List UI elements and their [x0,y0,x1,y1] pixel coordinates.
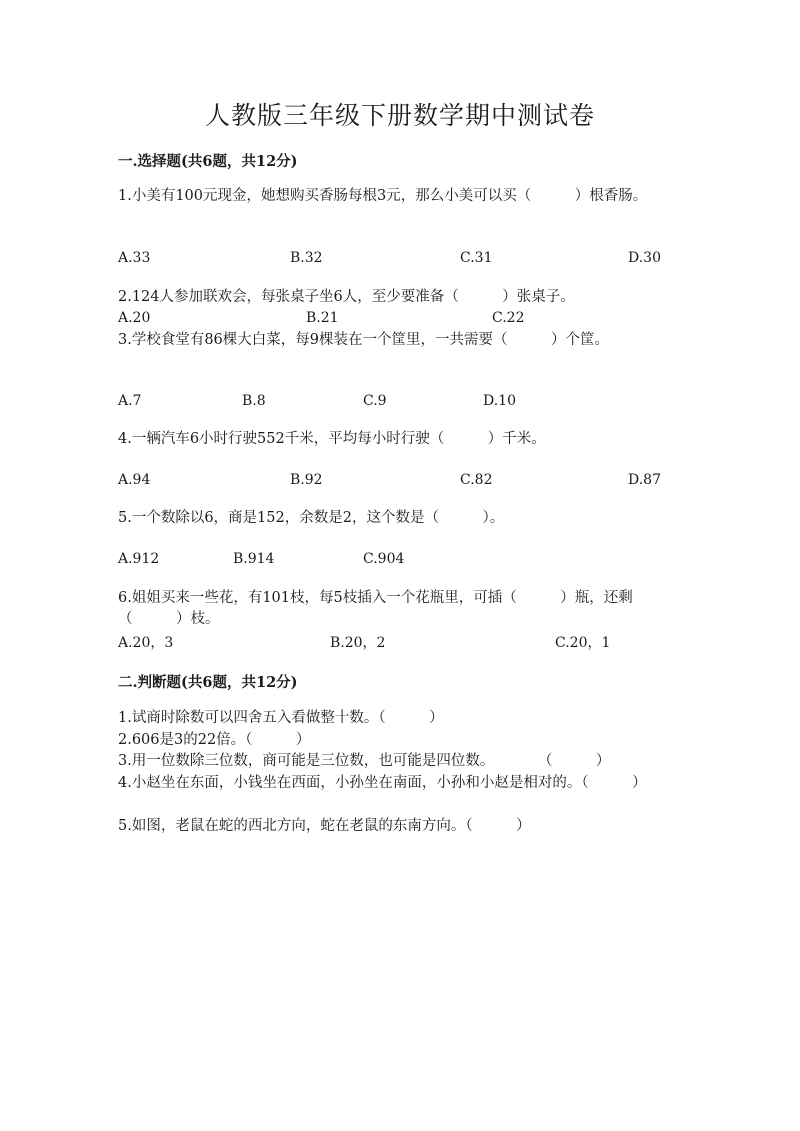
page-title: 人教版三年级下册数学期中测试卷 [204,101,595,130]
option-a[interactable]: A.912 [118,551,160,567]
option-c[interactable]: C.22 [492,310,525,326]
options-row-6 [118,632,683,652]
option-d[interactable]: D.10 [483,393,516,409]
option-d[interactable]: D.30 [628,250,661,266]
options-row-5 [118,551,683,571]
option-b[interactable]: B.32 [290,250,323,266]
option-b[interactable]: B.92 [290,472,323,488]
question-4: 4.一辆汽车6小时行驶552千米，平均每小时行驶（ ）千米。 [118,431,546,447]
section-heading-choice: 一.选择题(共6题，共12分) [118,153,298,170]
option-a[interactable]: A.33 [118,250,151,266]
option-c[interactable]: C.20，1 [555,635,611,651]
option-c[interactable]: C.9 [363,393,387,409]
option-b[interactable]: B.8 [242,393,266,409]
question-1: 1.小美有100元现金，她想购买香肠每根3元，那么小美可以买（ ）根香肠。 [118,188,648,204]
judgement-1: 1.试商时除数可以四舍五入看做整十数。（ ） [118,710,444,726]
options-row-1 [118,250,683,270]
judgement-3: 3.用一位数除三位数，商可能是三位数，也可能是四位数。 （ ） [118,753,611,769]
question-3: 3.学校食堂有86棵大白菜，每9棵装在一个筐里，一共需要（ ）个筐。 [118,332,610,348]
judgement-5: 5.如图，老鼠在蛇的西北方向，蛇在老鼠的东南方向。（ ） [118,818,531,834]
option-c[interactable]: C.31 [460,250,493,266]
option-c[interactable]: C.82 [460,472,493,488]
question-5: 5.一个数除以6，商是152，余数是2，这个数是（ ）。 [118,510,505,526]
option-a[interactable]: A.20 [118,310,151,326]
question-6: 6.姐姐买来一些花，有101枝，每5枝插入一个花瓶里，可插（ ）瓶，还剩（ ）枝。 [118,590,633,627]
options-row-2 [118,310,683,330]
option-c[interactable]: C.904 [363,551,405,567]
section-heading-judgement: 二.判断题(共6题，共12分) [118,674,298,691]
options-row-3 [118,393,683,413]
option-a[interactable]: A.20，3 [118,635,174,651]
option-b[interactable]: B.21 [306,310,339,326]
option-b[interactable]: B.20，2 [330,635,386,651]
option-a[interactable]: A.7 [118,393,142,409]
judgement-4: 4.小赵坐在东面，小钱坐在西面，小孙坐在南面，小孙和小赵是相对的。（ ） [118,775,647,791]
options-row-4 [118,472,683,492]
option-a[interactable]: A.94 [118,472,151,488]
option-d[interactable]: D.87 [628,472,661,488]
question-2: 2.124人参加联欢会，每张桌子坐6人，至少要准备（ ）张桌子。 [118,289,575,305]
option-b[interactable]: B.914 [233,551,275,567]
judgement-2: 2.606是3的22倍。（ ） [118,732,311,748]
